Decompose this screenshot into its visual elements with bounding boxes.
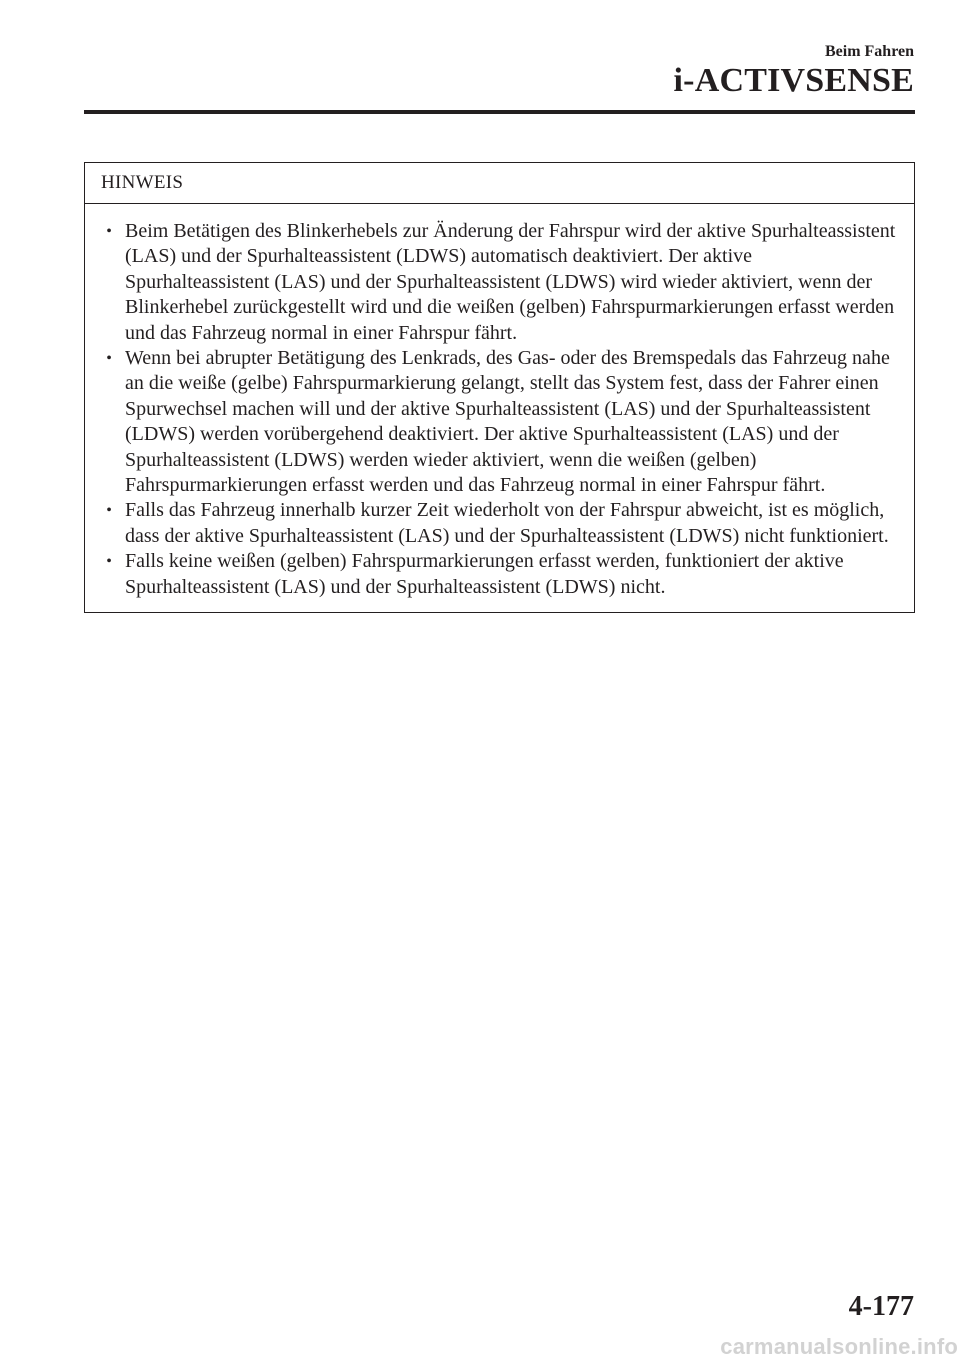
watermark: carmanualsonline.info [720,1334,958,1359]
note-body [85,204,914,612]
bullet-icon: • [106,502,112,520]
note-item [99,219,900,346]
bullet-icon: • [106,553,112,571]
note-item [99,346,900,498]
bullet-icon: • [106,350,112,368]
note-title: HINWEIS [101,172,184,193]
bullet-icon: • [106,223,112,240]
note-header [85,163,914,204]
section-label: Beim Fahren [824,43,914,60]
header-divider [84,110,915,114]
note-item [99,498,900,549]
note-item-text: Falls keine weißen (gelben) Fahrspurmarkierungen erfasst werden, funktioniert der aktive Spurhalteassistent (LAS) und der Spurhalteassistent (LDWS) nicht. [125,550,844,598]
page-number: 4-177 [848,1291,914,1322]
page-header [674,42,914,100]
note-item-text: Falls das Fahrzeug innerhalb kurzer Zeit wiederholt von der Fahrspur abweicht, ist es möglich, dass der aktive Spurhalteassistent (LAS) und der Spurhalteassistent (LDWS) nicht funktioniert. [125,499,889,547]
note-item-text: Beim Betätigen des Blinkerhebels zur Änderung der Fahrspur wird der aktive Spurhalteassistent (LAS) und der Spurhalteassistent (LDWS) automatisch deaktiviert. Der aktive Spurhalteassistent (LAS) und der Spurhalteassistent (LDWS) wird wieder aktiviert, wenn der Blinkerhebel zurückgestellt wird und die weißen (gelben) Fahrspurmarkierungen erfasst werden und das Fahrzeug normal in einer Fahrspur fährt. [125,220,896,344]
note-box [84,162,915,613]
chapter-title: i-ACTIVSENSE [673,62,914,99]
note-item [99,549,900,600]
note-item-text: Wenn bei abrupter Betätigung des Lenkrads, des Gas- oder des Bremspedals das Fahrzeug nahe an die weiße (gelbe) Fahrspurmarkierung gelangt, stellt das System fest, dass der Fahrer einen Spurwechsel machen will und der aktive Spurhalteassistent (LAS) und der Spurhalteassistent (LDWS) werden vorübergehend deaktiviert. Der aktive Spurhalteassistent (LAS) und der Spurhalteassistent (LDWS) werden wieder aktiviert, wenn die weißen (gelben) Fahrspurmarkierungen erfasst werden und das Fahrzeug normal in einer Fahrspur fährt. [125,347,890,497]
